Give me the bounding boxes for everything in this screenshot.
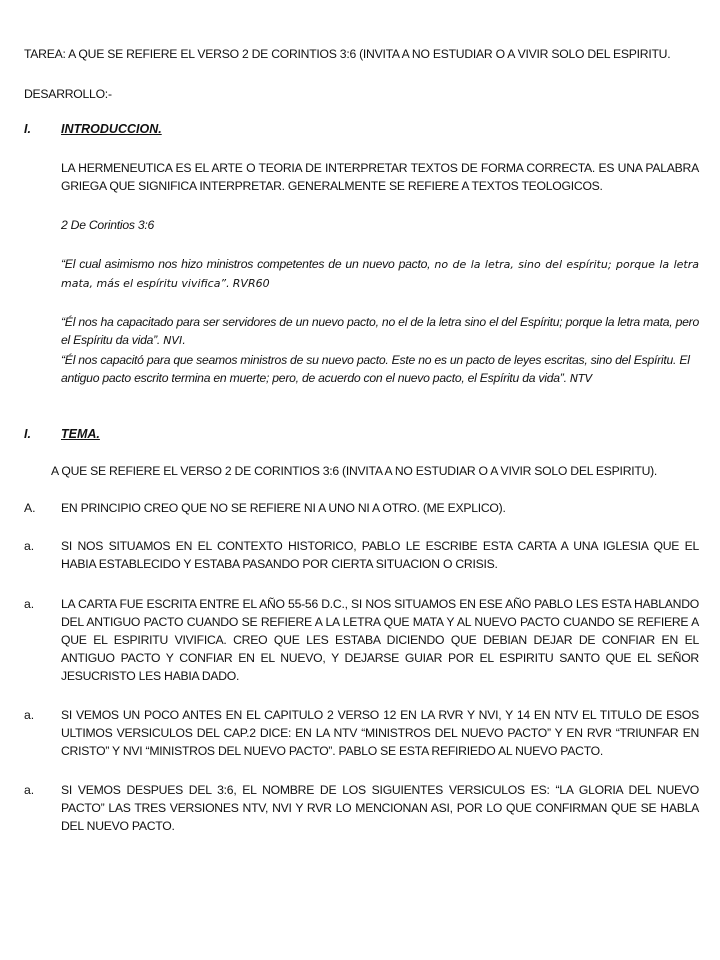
- section-title: INTRODUCCION.: [61, 122, 162, 136]
- list-item-marker: a.: [24, 783, 35, 797]
- ntv-quote: [61, 351, 699, 388]
- rvr-version-label: RVR60: [232, 277, 270, 290]
- list-item-text: LA CARTA FUE ESCRITA ENTRE EL AÑO 55-56 D.C., SI NOS SITUAMOS EN ESE AÑO PABLO LES ESTA HABLANDO DEL ANTIGUO PACTO CUANDO SE REFIERE A LA LETRA QUE MATA Y AL NUEVO PACTO CUANDO SE REFIERE A QUE EL ESPIRITU VIVIFICA. CREO QUE LES ESTABA DICIENDO QUE DEBIAN DEJAR DE CONFIAR EN EL ANTIGUO PACTO Y CONFIAR EN EL NUEVO, Y DEJARSE GUIAR POR EL ESPIRITU SANTO QUE EL SEÑOR JESUCRISTO LES HABIA DADO.: [61, 597, 699, 683]
- rvr-quote: [61, 255, 699, 293]
- list-item-marker: a.: [24, 539, 35, 553]
- assignment-title: TAREA: A QUE SE REFIERE EL VERSO 2 DE CORINTIOS 3:6 (INVITA A NO ESTUDIAR O A VIVIR SOLO DEL ESPIRITU.: [24, 47, 671, 61]
- list-item-marker: a.: [24, 708, 35, 722]
- list-item-marker: A.: [24, 501, 36, 515]
- section-title: TEMA.: [61, 427, 100, 441]
- development-label: DESARROLLO:-: [24, 87, 112, 101]
- rvr-quote-text-b: no de la letra, sino del espíritu; porque la letra mata, más el espíritu vivifica”.: [61, 258, 700, 290]
- list-item-text: SI VEMOS UN POCO ANTES EN EL CAPITULO 2 VERSO 12 EN LA RVR Y NVI, Y 14 EN NTV EL TITULO DE ESOS ULTIMOS VERSICULOS DEL CAP.2 DICE: EN LA NTV “MINISTROS DEL NUEVO PACTO” Y EN RVR “TRIUNFAR EN CRISTO” Y NVI “MINISTROS DEL NUEVO PACTO”. PABLO SE ESTA REFIRIEDO AL NUEVO PACTO.: [61, 708, 699, 758]
- list-item-text: SI NOS SITUAMOS EN EL CONTEXTO HISTORICO, PABLO LE ESCRIBE ESTA CARTA A UNA IGLESIA QUE EL HABIA ESTABLECIDO Y ESTABA PASANDO POR CIERTA SITUACION O CRISIS.: [61, 539, 699, 571]
- nvi-quote-text: “Él nos ha capacitado para ser servidores de un nuevo pacto, no el de la letra sino el del Espíritu; porque la letra mata, pero el Espíritu da vida”.: [61, 315, 699, 347]
- list-item-text: EN PRINCIPIO CREO QUE NO SE REFIERE NI A UNO NI A OTRO. (ME EXPLICO).: [61, 501, 506, 515]
- section-number: I.: [24, 122, 31, 136]
- nvi-quote: [61, 313, 699, 350]
- ntv-version-label: NTV: [569, 372, 593, 385]
- list-item-marker: a.: [24, 597, 35, 611]
- nvi-version-label: NVI.: [163, 334, 186, 347]
- bible-reference: 2 De Corintios 3:6: [61, 218, 155, 232]
- section-heading-theme: [24, 426, 324, 442]
- theme-subtitle: A QUE SE REFIERE EL VERSO 2 DE CORINTIOS 3:6 (INVITA A NO ESTUDIAR O A VIVIR SOLO DEL ESPIRITU).: [51, 464, 658, 478]
- hermeneutics-paragraph: LA HERMENEUTICA ES EL ARTE O TEORIA DE INTERPRETAR TEXTOS DE FORMA CORRECTA. ES UNA PALABRA GRIEGA QUE SIGNIFICA INTERPRETAR. GENERALMENTE SE REFIERE A TEXTOS TEOLOGICOS.: [61, 161, 699, 193]
- list-item-text: SI VEMOS DESPUES DEL 3:6, EL NOMBRE DE LOS SIGUIENTES VERSICULOS ES: “LA GLORIA DEL NUEVO PACTO” LAS TRES VERSIONES NTV, NVI Y RVR LO MENCIONAN ASI, POR LO QUE CONFIRMAN QUE SE HABLA DEL NUEVO PACTO.: [61, 783, 699, 833]
- section-number: I.: [24, 427, 31, 441]
- section-heading-introduction: [24, 121, 324, 137]
- rvr-quote-text-a: “El cual asimismo nos hizo ministros competentes de un nuevo pacto,: [61, 257, 431, 271]
- ntv-quote-text: “Él nos capacitó para que seamos ministros de su nuevo pacto. Este no es un pacto de leyes escritas, sino del Espíritu. El antiguo pacto escrito termina en muerte; pero, de acuerdo con el nuevo pacto, el Espíritu da vida”.: [61, 353, 690, 385]
